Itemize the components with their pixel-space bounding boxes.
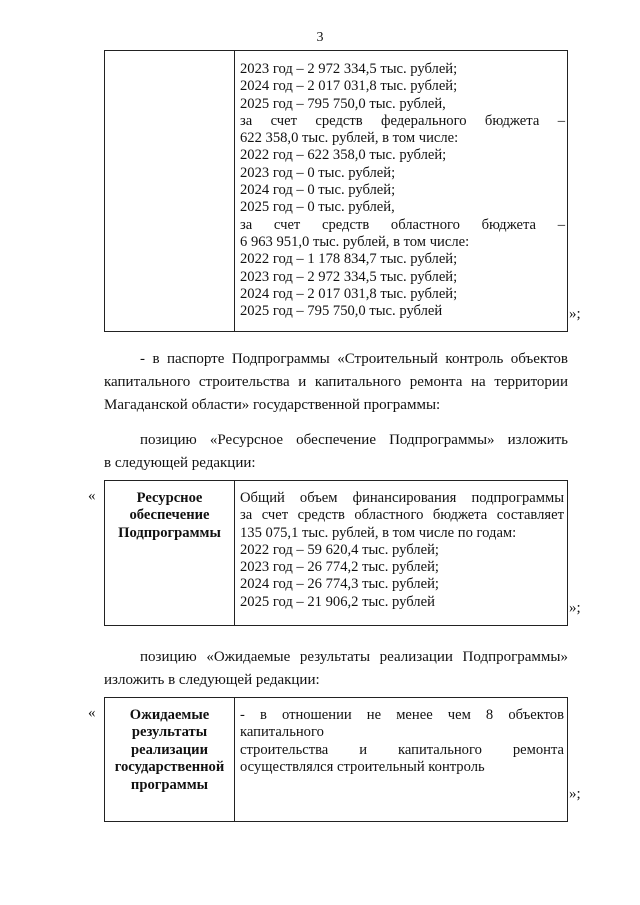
paragraph-expected-results-position [104,646,568,692]
label-line: реализации [130,741,208,758]
text-line: 2025 год – 795 750,0 тыс. рублей [240,303,443,320]
label-line: Ожидаемые [129,707,210,723]
label-line: результаты [131,724,208,741]
text-line: - в отношении не менее чем 8 объектов капитального [240,707,564,741]
table-expected-results [104,697,568,822]
text-line: 2024 год – 2 017 031,8 тыс. рублей; [240,78,458,95]
text-line: капитального строительства и капитального ремонта на территории [104,374,568,390]
table-resource-continuation [104,50,568,332]
table-value-cell [235,698,567,821]
label-line: Ресурсное [136,490,203,506]
opening-quote: « [88,705,96,721]
text-line: 2025 год – 795 750,0 тыс. рублей, [240,95,446,112]
text-line: Магаданской области» государственной программы: [104,397,441,413]
text-line: за счет средств федерального бюджета – [240,112,565,129]
text-line: 2024 год – 2 017 031,8 тыс. рублей; [240,285,458,302]
text-line: 2022 год – 59 620,4 тыс. рублей; [240,541,439,558]
closing-quote: »; [569,306,581,322]
table-value-cell [235,481,567,625]
text-line: осуществлялся строительный контроль [240,758,485,775]
table-right-cell [235,51,567,331]
text-line: за счет средств областного бюджета – [240,216,565,233]
paragraph-resource-position [104,429,568,475]
text-line: в следующей редакции: [104,455,256,471]
label-line: обеспечение [129,507,210,524]
text-line: строительства и капитального ремонта [240,741,564,758]
table-label-cell [105,481,235,625]
table-label-cell [105,698,235,821]
text-line: Общий объем финансирования подпрограммы [240,490,564,506]
opening-quote: « [88,488,96,504]
text-line: 2023 год – 2 972 334,5 тыс. рублей; [240,61,458,77]
text-line: 135 075,1 тыс. рублей, в том числе по годам: [240,524,517,541]
text-line: позицию «Ожидаемые результаты реализации Подпрограммы» [140,649,568,665]
text-line: 2023 год – 26 774,2 тыс. рублей; [240,559,439,576]
label-line: Подпрограммы [118,524,221,541]
text-line: 2024 год – 0 тыс. рублей; [240,182,396,199]
text-line: 622 358,0 тыс. рублей, в том числе: [240,130,459,147]
text-line: 2025 год – 0 тыс. рублей, [240,199,395,216]
text-line: 2023 год – 0 тыс. рублей; [240,164,396,181]
text-line: - в паспорте Подпрограммы «Строительный контроль объектов [140,351,568,367]
text-line: 2022 год – 1 178 834,7 тыс. рублей; [240,251,458,268]
text-line: 2025 год – 21 906,2 тыс. рублей [240,593,435,610]
text-line: изложить в следующей редакции: [104,672,320,688]
table-resource-provision [104,480,568,626]
table-left-cell [105,51,235,331]
label-line: программы [130,776,209,793]
text-line: за счет средств областного бюджета составляет [240,507,564,524]
label-line: государственной [114,759,225,776]
closing-quote: »; [569,786,581,802]
text-line: 2023 год – 2 972 334,5 тыс. рублей; [240,268,458,285]
closing-quote: »; [569,600,581,616]
text-line: 2022 год – 622 358,0 тыс. рублей; [240,147,447,164]
text-line: 2024 год – 26 774,3 тыс. рублей; [240,576,439,593]
text-line: позицию «Ресурсное обеспечение Подпрограммы» изложить [140,432,568,448]
paragraph-subprogram-passport [104,348,568,417]
page-number: 3 [316,30,324,45]
text-line: 6 963 951,0 тыс. рублей, в том числе: [240,233,470,250]
